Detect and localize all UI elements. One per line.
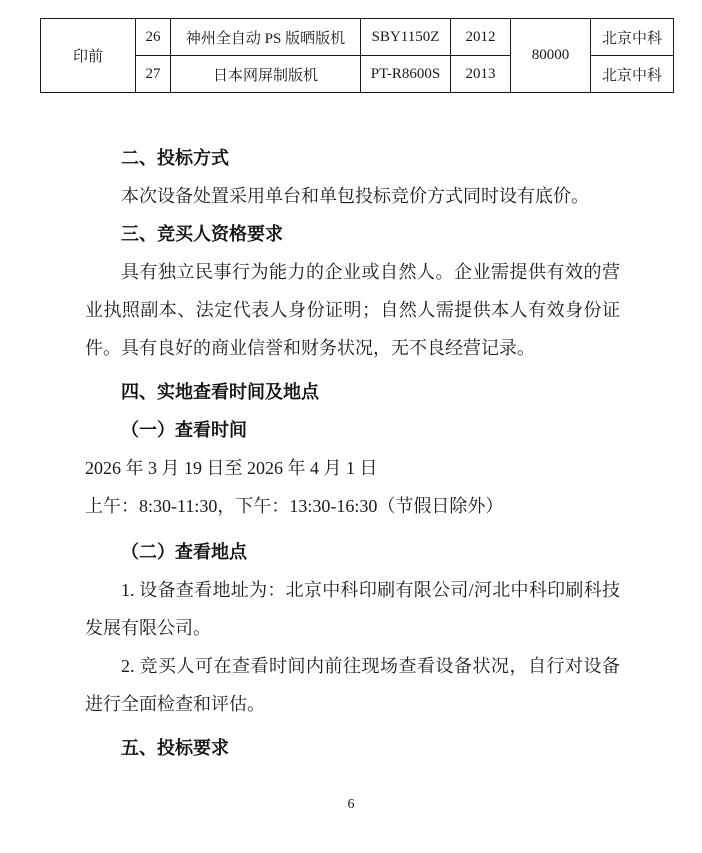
cell-no: 26 [136, 19, 171, 56]
table-row [41, 19, 674, 56]
cell-price: 80000 [511, 19, 591, 93]
section-3-line: 件。具有良好的商业信誉和财务状况，无不良经营记录。 [85, 338, 535, 358]
inspection-date: 2026 年 3 月 19 日至 2026 年 4 月 1 日 [85, 458, 378, 478]
cell-model: SBY1150Z [361, 19, 451, 56]
page-number: 6 [347, 797, 355, 812]
cell-year: 2012 [451, 19, 511, 56]
cell-name: 日本网屏制版机 [171, 56, 361, 93]
inspection-time: 上午：8:30-11:30，下午：13:30-16:30（节假日除外） [85, 496, 504, 516]
cell-year: 2013 [451, 56, 511, 93]
equipment-table [40, 18, 674, 93]
location-item-line: 发展有限公司。 [85, 618, 211, 638]
cell-vendor: 北京中科 [591, 19, 674, 56]
document-body [85, 90, 620, 767]
cell-name: 神州全自动 PS 版晒版机 [171, 19, 361, 56]
cell-vendor: 北京中科 [591, 56, 674, 93]
section-2-heading: 二、投标方式 [121, 148, 229, 168]
section-2-body: 本次设备处置采用单台和单包投标竞价方式同时设有底价。 [121, 186, 589, 206]
cell-category: 印前 [41, 19, 136, 93]
section-3-line: 业执照副本、法定代表人身份证明；自然人需提供本人有效身份证 [85, 300, 620, 320]
section-4-sub1-heading: （一）查看时间 [121, 420, 247, 440]
section-3-line: 具有独立民事行为能力的企业或自然人。企业需提供有效的营 [121, 262, 620, 282]
section-4-heading: 四、实地查看时间及地点 [121, 382, 319, 402]
section-3-heading: 三、竞买人资格要求 [121, 224, 283, 244]
section-5-heading: 五、投标要求 [121, 738, 229, 758]
location-item-line: 1. 设备查看地址为：北京中科印刷有限公司/河北中科印刷科技 [121, 580, 620, 600]
location-item-line: 2. 竞买人可在查看时间内前往现场查看设备状况，自行对设备 [121, 656, 620, 676]
section-4-sub2-heading: （二）查看地点 [121, 542, 247, 562]
cell-model: PT-R8600S [361, 56, 451, 93]
cell-no: 27 [136, 56, 171, 93]
location-item-line: 进行全面检查和评估。 [85, 694, 265, 714]
